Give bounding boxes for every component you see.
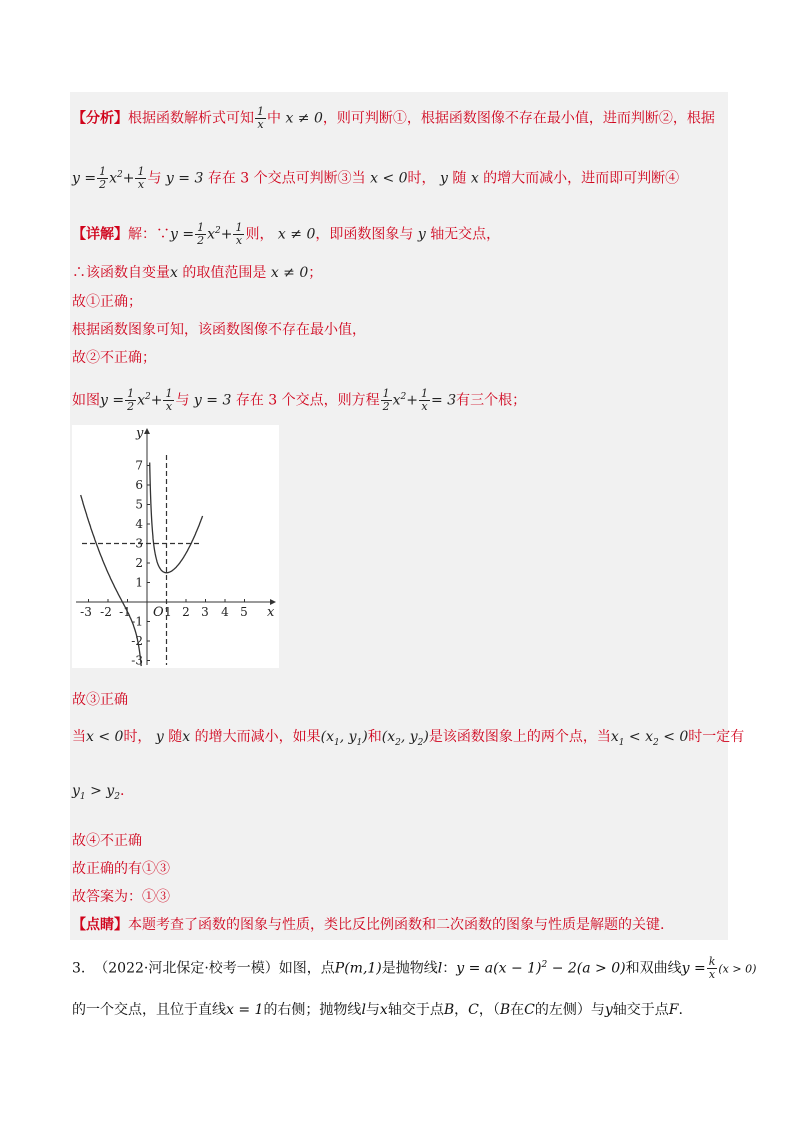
subscript: 1 [79,791,86,802]
text: 时， [123,729,152,745]
detail-line-3: 故①正确； [72,294,142,310]
denominator: x [235,234,243,248]
text: ∴该函数自变量 [72,265,170,281]
fraction [255,106,266,131]
math: y [417,226,426,243]
text: ： [442,960,457,977]
x-axis-label: x [267,605,275,620]
fraction [135,166,146,191]
superscript: 2 [215,226,221,236]
text: 有三个根； [456,392,527,409]
numerator: 1 [421,387,429,401]
numerator: 1 [235,221,243,235]
fraction [707,956,718,981]
text: 和 [367,729,382,745]
math: (x [381,729,396,745]
function-graph-svg [72,425,279,668]
detail-line-9 [72,782,124,806]
question-3-line-1 [72,955,756,981]
math: x [610,729,619,745]
denominator: 2 [127,400,135,414]
math: F [668,1002,679,1018]
text: 的右侧；抛物线 [263,1002,362,1018]
x-tick-label: 5 [240,605,248,619]
text: 的增大而减小，进而即可判断④ [483,170,680,187]
x-tick-labels [80,605,248,619]
y-tick-label: 7 [135,458,143,473]
text: 解：∵ [128,226,170,243]
math: x < 0 [86,729,124,745]
text: 与 [365,1002,380,1018]
numerator: 1 [382,387,390,401]
math: y = a(x − 1) [456,960,542,977]
math: y = 3 [193,392,232,409]
text: ； [308,265,323,281]
math: + [150,392,163,409]
text: 与 [175,392,190,409]
superscript: 2 [541,960,548,970]
denominator: x [257,118,264,131]
text: 是该函数图象上的两个点，当 [428,729,611,745]
detail-line-7: 故③正确 [72,692,128,708]
numerator: 1 [137,165,145,179]
text: 如图 [72,392,100,409]
math: y = [170,226,195,243]
math: , y [400,729,418,745]
math: (x [320,729,334,745]
superscript: 2 [400,392,407,402]
text: 的取值范围是 [182,265,267,281]
text: 的增大而减小，如果 [194,729,321,745]
math: + [406,392,419,409]
text: . [678,1002,683,1018]
text: 与 [147,170,162,187]
math: x [207,226,215,243]
x-tick-label: 3 [201,605,209,619]
math: , y [339,729,357,745]
math: y = 3 [165,170,204,187]
detail-line-8 [72,728,744,752]
comment-tag: 【点睛】 [72,917,128,933]
math: < x [624,729,654,745]
text: ， [454,1002,469,1018]
detail-line-11: 故正确的有①③ [72,861,170,877]
y-tick-label: 3 [135,536,143,551]
math: x [109,170,117,187]
math: ) [423,729,429,745]
function-graph [72,425,279,668]
origin-label: O [153,605,164,620]
numerator: 1 [99,165,107,179]
fraction [97,166,108,191]
text: ，则可判断①，根据函数图像不存在最小值，进而判断②，根据 [322,110,715,127]
math: x [170,265,178,281]
y-tick-label: 2 [135,556,143,570]
text: 轴无交点， [430,226,501,243]
analysis-line-1 [72,106,715,131]
x-tick-label: 4 [221,605,229,619]
detail-line-6 [72,388,526,413]
math: B [499,1002,511,1018]
math: x [392,392,401,409]
numerator: 1 [165,387,173,401]
fraction [163,388,174,413]
subscript: 2 [417,737,424,748]
analysis-tag: 【分析】 [72,110,128,127]
text: 在 [510,1002,525,1018]
math: y = [100,392,125,409]
subscript: 1 [333,737,340,748]
denominator: 2 [382,400,390,414]
math: ) [362,729,368,745]
text: 时， [407,170,436,187]
text: 的左侧）与 [534,1002,605,1018]
numerator: 1 [257,105,264,118]
text: 随 [168,729,183,745]
fraction [233,222,244,247]
math: − 2(a > 0) [547,960,626,977]
math: x [379,1002,388,1018]
numerator: 1 [127,387,135,401]
math: = 3 [431,392,457,409]
text: 随 [452,170,467,187]
math: > y [85,783,115,799]
subscript: 2 [114,791,120,802]
superscript: 2 [145,392,151,402]
math: x = 1 [226,1002,264,1018]
text: 本题考查了函数的图象与性质，类比反比例函数和二次函数的图象与性质是解题的关键. [128,917,665,933]
y-tick-label: -1 [131,614,143,629]
denominator: x [708,968,716,982]
curve-right-branch [150,463,203,573]
y-tick-label: -2 [131,634,143,648]
detail-line-12: 故答案为：①③ [72,889,170,905]
text: 中 [267,110,281,127]
y-tick-label: 5 [135,497,143,512]
subscript: 2 [653,737,659,748]
text: 的一个交点，且位于直线 [72,1002,226,1018]
question-number: 3. [72,960,86,977]
text: 存在 3 个交点可判断③当 [207,170,366,187]
detail-line-1 [72,222,500,247]
fraction [381,388,392,413]
math: x [470,170,479,187]
text: 存在 3 个交点，则方程 [235,392,380,409]
detail-line-5: 故②不正确； [72,350,156,366]
y-tick-label: -3 [131,653,143,668]
denominator: 2 [99,178,107,192]
y-axis-label: y [136,426,144,441]
math: C [524,1002,535,1018]
text: 是抛物线 [381,960,438,977]
math: x ≠ 0 [277,226,316,243]
question-source: （2022·河北保定·校考一模） [94,960,279,977]
text: 当 [72,729,86,745]
math: B [443,1002,455,1018]
math: x ≠ 0 [270,265,309,281]
subscript: 1 [356,737,363,748]
math: x ≠ 0 [285,110,323,127]
math: y [604,1002,613,1018]
math: x < 0 [370,170,408,187]
text: 轴交于点 [612,1002,669,1018]
math: y [72,783,80,799]
math: P(m,1) [334,960,382,977]
text: ，（ [478,1002,500,1018]
text: 则， [245,226,274,243]
math: + [122,170,135,187]
math: x [137,392,145,409]
subscript: 1 [618,737,625,748]
detail-line-4: 根据函数图象可知，该函数图像不存在最小值， [72,322,366,338]
comment-line [72,916,664,934]
math: (x > 0) [718,962,757,976]
math: y [439,170,448,187]
denominator: 2 [197,234,205,248]
x-tick-label: 2 [182,605,190,619]
math: + [220,226,233,243]
superscript: 2 [117,170,123,180]
text: 如图，点 [278,960,335,977]
fraction [195,222,206,247]
x-tick-label: -1 [119,605,131,619]
math: y = [72,170,97,187]
y-tick-label: 1 [135,575,143,590]
text: 轴交于点 [387,1002,444,1018]
detail-line-10: 故④不正确 [72,833,142,849]
math: l [437,960,443,977]
math: x [182,729,191,745]
math: y [155,729,164,745]
fraction [125,388,136,413]
math: < 0 [658,729,689,745]
denominator: x [165,400,173,414]
denominator: x [137,178,145,192]
subscript: 2 [395,737,401,748]
x-tick-label: -2 [100,605,112,619]
math: C [468,1002,479,1018]
y-tick-label: 6 [135,478,143,492]
math: l [361,1002,366,1018]
text: ，即函数图象与 [315,226,414,243]
denominator: x [421,400,428,414]
analysis-line-2 [72,166,679,191]
numerator: 1 [197,221,205,235]
fraction [419,388,430,413]
detail-tag: 【详解】 [72,226,128,243]
numerator: k [708,955,716,969]
math: y = [681,960,706,977]
x-tick-label: 1 [164,605,172,619]
question-3-line-2 [72,1000,683,1020]
x-tick-label: -3 [80,605,92,619]
text: 根据函数解析式可知 [128,110,254,127]
text: 和双曲线 [625,960,682,977]
y-tick-label: 4 [135,517,143,531]
text: . [119,783,125,799]
detail-line-2 [72,264,322,282]
text: 时一定有 [688,729,745,745]
